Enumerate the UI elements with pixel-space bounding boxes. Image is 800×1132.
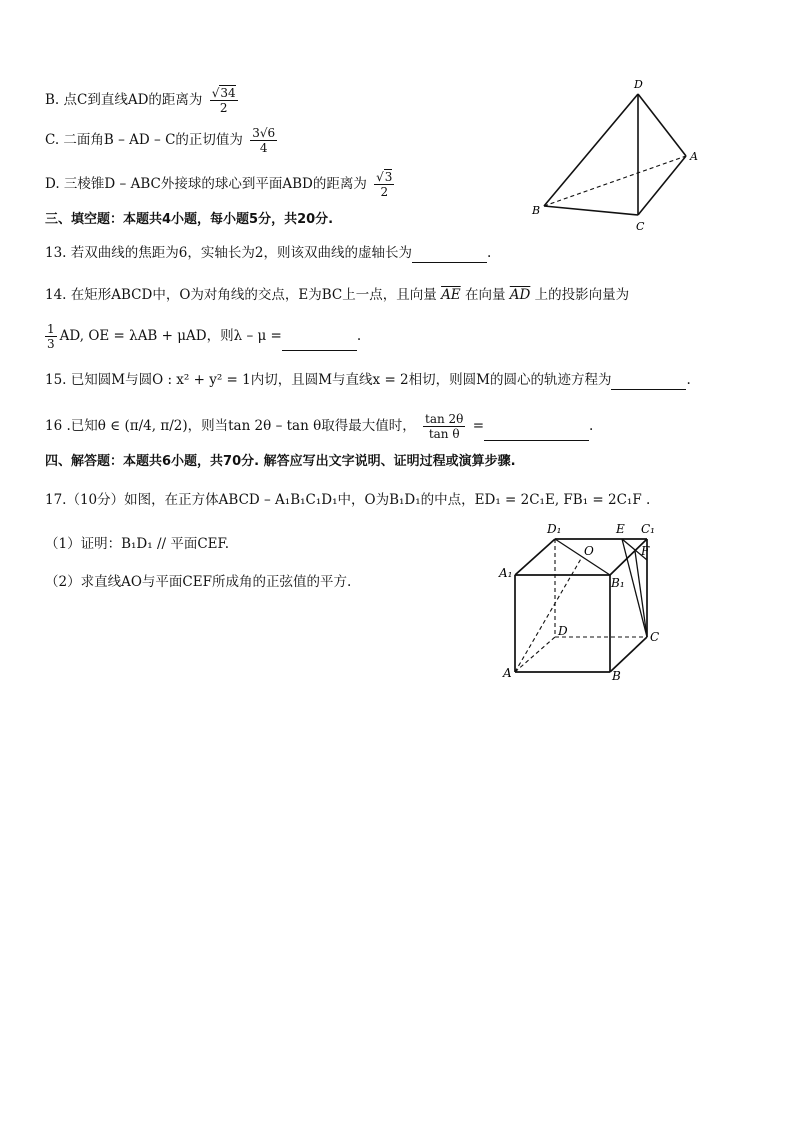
question-14-tail: 上的投影向量为 [534,287,630,303]
label-c1: C₁ [641,522,655,536]
tan-ratio-den: tan θ [428,427,460,441]
label-a: A [690,150,698,163]
label-d-bottom: D [558,624,568,638]
cube-figure [495,515,680,690]
coef-num: 1 [47,322,55,336]
coef-den: 3 [47,337,55,351]
option-d-den: 2 [380,185,389,199]
label-b: B [532,204,541,217]
option-b-value: $\frac{√34}{2}$ [211,86,236,115]
section-3-heading: 三、填空题：本题共4小题，每小题5分，共20分. [45,212,334,227]
option-c-num: 3√6 [252,126,276,140]
question-13: 13. 若双曲线的焦距为6，实轴长为2，则该双曲线的虚轴长为 . [45,245,492,261]
tan-ratio-num: tan 2θ [425,412,464,426]
label-c: C [636,220,645,233]
option-b [45,86,241,115]
tan-ratio [423,412,465,441]
label-a-bottom: A [503,666,512,680]
label-f: F [641,544,650,558]
label-b-bottom: B [612,669,621,683]
label-d1: D₁ [547,522,562,536]
option-d-text: D. 三棱锥D – ABC外接球的球心到平面ABD的距离为 [45,176,367,192]
question-16: 16 .已知θ ∈ (π/4, π/2)，则当tan 2θ – tan θ取得最大值时， $\frac{\tan 2\theta}{\text{tan θ}}$ = . [45,412,594,441]
option-d-num: 3 [384,170,393,184]
option-b-num: 34 [220,86,236,100]
vector-ad: $\overline{AD}$ [509,287,531,303]
question-17-part1: （1）证明：B₁D₁ // 平面CEF. [45,536,230,552]
question-17-part2: （2）求直线AO与平面CEF所成角的正弦值的平方. [45,574,352,590]
option-c [45,126,280,155]
question-16-text: 16 .已知θ ∈ (π/4, π/2)，则当tan 2θ – tan θ取得最大值时， [45,418,416,434]
answer-blank-14[interactable] [282,336,357,351]
option-d-value: $\frac{√3}{2}$ [376,170,393,199]
question-15-text: 15. 已知圆M与圆O : x² + y² = 1内切，且圆M与直线x = 2相切，则圆M的圆心的轨迹方程为 [45,372,612,388]
question-13-text: 13. 若双曲线的焦距为6，实轴长为2，则该双曲线的虚轴长为 [45,245,412,261]
label-a1: A₁ [499,566,513,580]
question-15: 15. 已知圆M与圆O : x² + y² = 1内切，且圆M与直线x = 2相切，则圆M的圆心的轨迹方程为 . [45,372,691,388]
option-c-value [250,126,277,155]
option-c-text: C. 二面角B – AD – C的正切值为 [45,132,243,148]
question-16-eq: = [472,418,484,434]
label-d: D [634,78,643,91]
answer-blank-15[interactable] [611,375,686,390]
vector-ae: $\overline{AE}$ [441,287,461,303]
label-c-bottom: C [650,630,660,644]
question-14-continued: $\frac{1}{3}$ AD, OE = λAB + μAD，则λ – μ = . [47,322,362,351]
option-b-text: B. 点C到直线AD的距离为 [45,92,203,108]
question-14-line2: AD, OE = λAB + μAD，则λ – μ = [59,328,282,344]
label-o: O [584,544,594,558]
coef-one-third [45,322,57,351]
question-14-mid: 在向量 [464,287,506,303]
label-b1: B₁ [611,576,625,590]
question-14 [45,285,629,305]
answer-blank-13[interactable] [412,248,487,263]
section-4-heading: 四、解答题：本题共6小题，共70分. 解答应写出文字说明、证明过程或演算步骤. [45,454,516,469]
tetrahedron-figure [520,72,710,237]
label-e: E [616,522,625,536]
answer-blank-16[interactable] [484,426,589,441]
option-d [45,170,397,199]
option-b-den: 2 [219,101,228,115]
question-17-stem: 17.（10分）如图，在正方体ABCD – A₁B₁C₁D₁中，O为B₁D₁的中点，ED₁ = 2C₁E, FB₁ = 2C₁F . [45,492,651,508]
question-14-line1: 14. 在矩形ABCD中，O为对角线的交点，E为BC上一点，且向量 [45,287,437,303]
option-c-den: 4 [259,141,268,155]
